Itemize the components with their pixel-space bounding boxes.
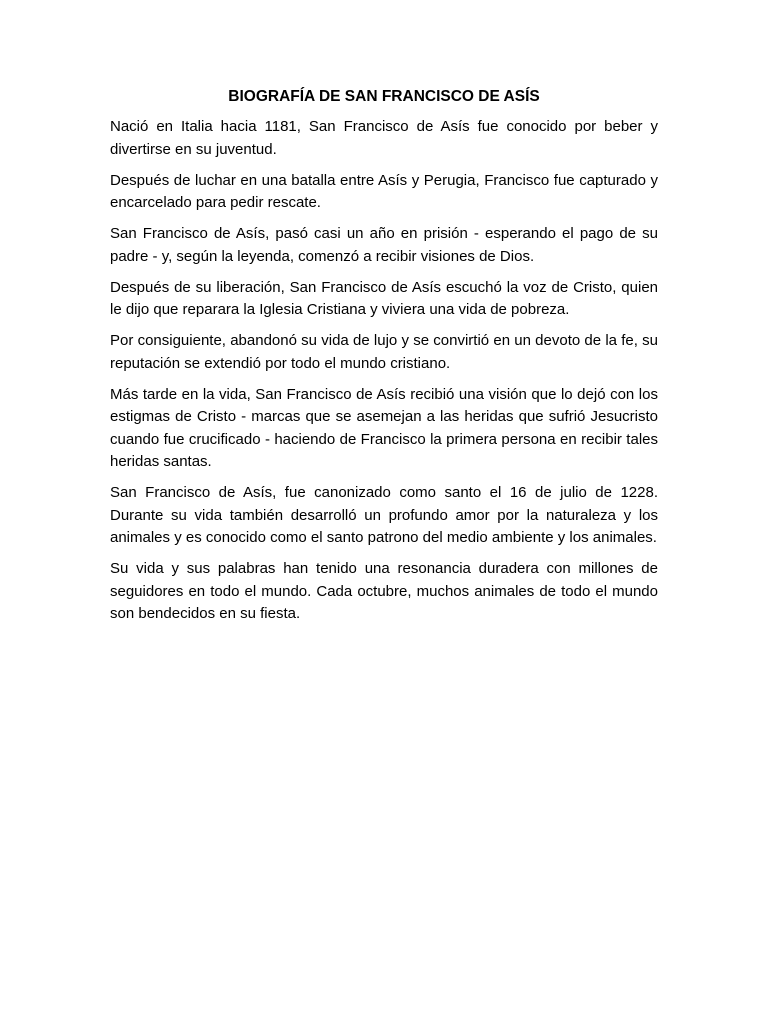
paragraph-stigmata: Más tarde en la vida, San Francisco de Asís recibió una visión que lo dejó con los estigmas de Cristo - marcas que se asemejan a las heridas que sufrió Jesucristo cuando fue crucificado - haciendo de Francisco la primera persona en recibir tales heridas santas. xyxy=(110,385,658,470)
paragraph-liberation: Después de su liberación, San Francisco de Asís escuchó la voz de Cristo, quien le dijo que reparara la Iglesia Cristiana y viviera una vida de pobreza. xyxy=(110,278,658,318)
document-title: BIOGRAFÍA DE SAN FRANCISCO DE ASÍS xyxy=(228,88,540,105)
paragraph-birth: Nació en Italia hacia 1181, San Francisco de Asís fue conocido por beber y divertirse en su juventud. xyxy=(110,118,658,158)
paragraph-capture: Después de luchar en una batalla entre Asís y Perugia, Francisco fue capturado y encarcelado para pedir rescate. xyxy=(110,171,658,211)
paragraph-prison: San Francisco de Asís, pasó casi un año en prisión - esperando el pago de su padre - y, según la leyenda, comenzó a recibir visiones de Dios. xyxy=(110,225,658,265)
document-body xyxy=(110,86,658,634)
paragraph-devotion: Por consiguiente, abandonó su vida de lujo y se convirtió en un devoto de la fe, su reputación se extendió por todo el mundo cristiano. xyxy=(110,332,658,372)
paragraph-canonization: San Francisco de Asís, fue canonizado como santo el 16 de julio de 1228. Durante su vida también desarrolló un profundo amor por la naturaleza y los animales y es conocido como el santo patrono del medio ambiente y los animales. xyxy=(110,484,658,546)
paragraph-legacy: Su vida y sus palabras han tenido una resonancia duradera con millones de seguidores en todo el mundo. Cada octubre, muchos animales de todo el mundo son bendecidos en su fiesta. xyxy=(110,560,658,622)
